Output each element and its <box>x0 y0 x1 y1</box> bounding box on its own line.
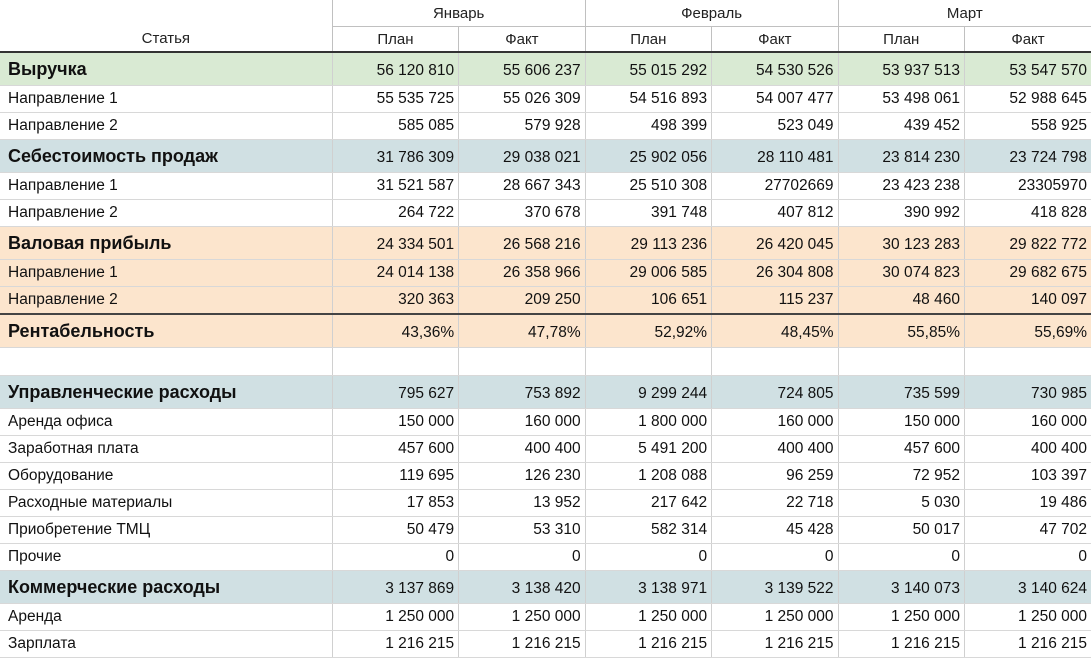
plan-cell[interactable]: 3 138 971 <box>585 571 711 604</box>
table-row <box>0 463 1091 490</box>
fact-cell[interactable]: 3 140 624 <box>964 571 1091 604</box>
plan-cell[interactable]: 217 642 <box>585 490 711 517</box>
fact-cell[interactable]: 26 304 808 <box>712 260 838 287</box>
table-row <box>0 490 1091 517</box>
table-row <box>0 260 1091 287</box>
plan-cell[interactable]: 0 <box>838 544 964 571</box>
fact-cell[interactable]: 160 000 <box>964 409 1091 436</box>
plan-cell[interactable]: 1 250 000 <box>585 604 711 631</box>
fact-cell[interactable]: 407 812 <box>712 200 838 227</box>
plan-cell[interactable]: 119 695 <box>332 463 458 490</box>
fact-cell[interactable]: 48,45% <box>712 314 838 348</box>
fact-cell[interactable]: 53 310 <box>459 517 585 544</box>
blank-row <box>0 348 1091 376</box>
table-row <box>0 200 1091 227</box>
fact-cell[interactable]: 27702669 <box>712 173 838 200</box>
fact-cell[interactable]: 3 138 420 <box>459 571 585 604</box>
row-label[interactable]: Аренда офиса <box>0 409 332 436</box>
fact-cell[interactable]: 3 139 522 <box>712 571 838 604</box>
row-label[interactable]: Заработная плата <box>0 436 332 463</box>
plan-cell[interactable]: 1 216 215 <box>332 631 458 658</box>
plan-cell[interactable]: 1 250 000 <box>838 604 964 631</box>
fact-cell[interactable]: 54 007 477 <box>712 86 838 113</box>
fact-cell[interactable] <box>459 348 585 376</box>
row-label[interactable]: Направление 2 <box>0 113 332 140</box>
plan-cell[interactable]: 1 250 000 <box>332 604 458 631</box>
section-label[interactable]: Себестоимость продаж <box>0 140 332 173</box>
fact-cell[interactable]: 1 250 000 <box>964 604 1091 631</box>
plan-cell[interactable]: 56 120 810 <box>332 52 458 86</box>
fact-cell[interactable]: 160 000 <box>459 409 585 436</box>
plan-cell[interactable]: 585 085 <box>332 113 458 140</box>
fact-cell[interactable]: 0 <box>459 544 585 571</box>
plan-cell[interactable]: 25 902 056 <box>585 140 711 173</box>
plan-cell[interactable]: 17 853 <box>332 490 458 517</box>
plan-cell[interactable]: 0 <box>332 544 458 571</box>
fact-cell[interactable]: 1 216 215 <box>712 631 838 658</box>
fact-cell[interactable]: 1 250 000 <box>459 604 585 631</box>
plan-cell[interactable]: 54 516 893 <box>585 86 711 113</box>
fact-cell[interactable]: 29 682 675 <box>964 260 1091 287</box>
row-label[interactable]: Направление 2 <box>0 287 332 315</box>
plan-cell[interactable] <box>332 348 458 376</box>
plan-cell[interactable]: 72 952 <box>838 463 964 490</box>
plan-header[interactable]: План <box>332 27 458 53</box>
plan-cell[interactable]: 1 800 000 <box>585 409 711 436</box>
fact-cell[interactable]: 13 952 <box>459 490 585 517</box>
fact-cell[interactable]: 55,69% <box>964 314 1091 348</box>
plan-cell[interactable]: 0 <box>585 544 711 571</box>
plan-cell[interactable]: 55,85% <box>838 314 964 348</box>
fact-cell[interactable]: 400 400 <box>459 436 585 463</box>
plan-cell[interactable]: 5 491 200 <box>585 436 711 463</box>
section-row <box>0 376 1091 409</box>
fact-cell[interactable]: 370 678 <box>459 200 585 227</box>
plan-cell[interactable]: 795 627 <box>332 376 458 409</box>
plan-cell[interactable]: 48 460 <box>838 287 964 315</box>
row-label[interactable]: Аренда <box>0 604 332 631</box>
plan-cell[interactable]: 24 014 138 <box>332 260 458 287</box>
table-row <box>0 113 1091 140</box>
plan-cell[interactable]: 53 937 513 <box>838 52 964 86</box>
fact-cell[interactable]: 22 718 <box>712 490 838 517</box>
fact-cell[interactable]: 579 928 <box>459 113 585 140</box>
plan-header[interactable]: План <box>838 27 964 53</box>
plan-cell[interactable] <box>838 348 964 376</box>
plan-cell[interactable]: 31 521 587 <box>332 173 458 200</box>
row-label[interactable]: Приобретение ТМЦ <box>0 517 332 544</box>
plan-cell[interactable]: 29 006 585 <box>585 260 711 287</box>
fact-header[interactable]: Факт <box>459 27 585 53</box>
row-label[interactable]: Расходные материалы <box>0 490 332 517</box>
fact-cell[interactable]: 54 530 526 <box>712 52 838 86</box>
month-header-jan[interactable]: Январь <box>332 0 585 27</box>
plan-cell[interactable]: 29 113 236 <box>585 227 711 260</box>
section-label[interactable]: Управленческие расходы <box>0 376 332 409</box>
fact-cell[interactable]: 418 828 <box>964 200 1091 227</box>
plan-cell[interactable]: 439 452 <box>838 113 964 140</box>
fact-cell[interactable]: 0 <box>964 544 1091 571</box>
table-row <box>0 544 1091 571</box>
plan-cell[interactable]: 150 000 <box>838 409 964 436</box>
plan-cell[interactable]: 50 479 <box>332 517 458 544</box>
fact-cell[interactable]: 160 000 <box>712 409 838 436</box>
plan-cell[interactable]: 106 651 <box>585 287 711 315</box>
row-label[interactable]: Направление 1 <box>0 260 332 287</box>
fact-cell[interactable]: 724 805 <box>712 376 838 409</box>
plan-cell[interactable]: 52,92% <box>585 314 711 348</box>
plan-cell[interactable]: 3 137 869 <box>332 571 458 604</box>
plan-cell[interactable]: 31 786 309 <box>332 140 458 173</box>
fact-cell[interactable]: 29 038 021 <box>459 140 585 173</box>
section-row <box>0 140 1091 173</box>
plan-cell[interactable]: 457 600 <box>838 436 964 463</box>
plan-cell[interactable]: 9 299 244 <box>585 376 711 409</box>
table-row <box>0 409 1091 436</box>
section-row <box>0 314 1091 348</box>
plan-cell[interactable]: 498 399 <box>585 113 711 140</box>
table-row <box>0 86 1091 113</box>
section-label[interactable]: Выручка <box>0 52 332 86</box>
fact-cell[interactable]: 103 397 <box>964 463 1091 490</box>
plan-cell[interactable]: 24 334 501 <box>332 227 458 260</box>
fact-cell[interactable]: 47,78% <box>459 314 585 348</box>
plan-cell[interactable]: 53 498 061 <box>838 86 964 113</box>
row-label[interactable]: Направление 1 <box>0 173 332 200</box>
month-header-mar[interactable]: Март <box>838 0 1091 27</box>
fact-cell[interactable]: 26 568 216 <box>459 227 585 260</box>
row-label[interactable]: Направление 2 <box>0 200 332 227</box>
fact-cell[interactable]: 96 259 <box>712 463 838 490</box>
fact-cell[interactable]: 1 216 215 <box>459 631 585 658</box>
plan-cell[interactable]: 320 363 <box>332 287 458 315</box>
plan-cell[interactable]: 55 015 292 <box>585 52 711 86</box>
plan-cell[interactable]: 1 208 088 <box>585 463 711 490</box>
plan-cell[interactable]: 264 722 <box>332 200 458 227</box>
fact-cell[interactable]: 558 925 <box>964 113 1091 140</box>
fact-cell[interactable]: 730 985 <box>964 376 1091 409</box>
row-label[interactable]: Зарплата <box>0 631 332 658</box>
fact-cell[interactable]: 19 486 <box>964 490 1091 517</box>
fact-cell[interactable]: 753 892 <box>459 376 585 409</box>
plan-cell[interactable]: 5 030 <box>838 490 964 517</box>
plan-cell[interactable]: 150 000 <box>332 409 458 436</box>
plan-cell[interactable]: 23 423 238 <box>838 173 964 200</box>
section-label[interactable]: Валовая прибыль <box>0 227 332 260</box>
plan-header[interactable]: План <box>585 27 711 53</box>
plan-cell[interactable]: 30 123 283 <box>838 227 964 260</box>
fact-cell[interactable]: 140 097 <box>964 287 1091 315</box>
fact-cell[interactable]: 55 026 309 <box>459 86 585 113</box>
fact-cell[interactable]: 523 049 <box>712 113 838 140</box>
fact-cell[interactable]: 400 400 <box>712 436 838 463</box>
table-row <box>0 631 1091 658</box>
section-row <box>0 52 1091 86</box>
fact-cell[interactable]: 400 400 <box>964 436 1091 463</box>
fact-cell[interactable] <box>712 348 838 376</box>
plan-cell[interactable]: 735 599 <box>838 376 964 409</box>
fact-header[interactable]: Факт <box>712 27 838 53</box>
fact-cell[interactable]: 26 358 966 <box>459 260 585 287</box>
table-row <box>0 173 1091 200</box>
fact-cell[interactable]: 26 420 045 <box>712 227 838 260</box>
plan-cell[interactable]: 25 510 308 <box>585 173 711 200</box>
section-row <box>0 571 1091 604</box>
table-row <box>0 517 1091 544</box>
fact-cell[interactable]: 0 <box>712 544 838 571</box>
table-row <box>0 287 1091 315</box>
row-label[interactable]: Оборудование <box>0 463 332 490</box>
section-row <box>0 227 1091 260</box>
row-label[interactable] <box>0 348 332 376</box>
section-label[interactable]: Рентабельность <box>0 314 332 348</box>
fact-cell[interactable]: 28 667 343 <box>459 173 585 200</box>
row-label[interactable]: Прочие <box>0 544 332 571</box>
plan-cell[interactable] <box>585 348 711 376</box>
fact-cell[interactable]: 53 547 570 <box>964 52 1091 86</box>
plan-cell[interactable]: 50 017 <box>838 517 964 544</box>
fact-cell[interactable]: 1 250 000 <box>712 604 838 631</box>
plan-cell[interactable]: 1 216 215 <box>838 631 964 658</box>
fact-cell[interactable]: 29 822 772 <box>964 227 1091 260</box>
plan-cell[interactable]: 457 600 <box>332 436 458 463</box>
fact-cell[interactable]: 45 428 <box>712 517 838 544</box>
fact-cell[interactable]: 209 250 <box>459 287 585 315</box>
fact-cell[interactable]: 23 724 798 <box>964 140 1091 173</box>
plan-cell[interactable]: 1 216 215 <box>585 631 711 658</box>
row-label[interactable]: Направление 1 <box>0 86 332 113</box>
plan-cell[interactable]: 43,36% <box>332 314 458 348</box>
plan-cell[interactable]: 582 314 <box>585 517 711 544</box>
plan-cell[interactable]: 23 814 230 <box>838 140 964 173</box>
fact-cell[interactable]: 47 702 <box>964 517 1091 544</box>
table-row <box>0 436 1091 463</box>
fact-cell[interactable]: 23305970 <box>964 173 1091 200</box>
fact-cell[interactable]: 28 110 481 <box>712 140 838 173</box>
fact-header[interactable]: Факт <box>964 27 1091 53</box>
fact-cell[interactable]: 55 606 237 <box>459 52 585 86</box>
fact-cell[interactable] <box>964 348 1091 376</box>
section-label[interactable]: Коммерческие расходы <box>0 571 332 604</box>
fact-cell[interactable]: 52 988 645 <box>964 86 1091 113</box>
plan-cell[interactable]: 390 992 <box>838 200 964 227</box>
plan-cell[interactable]: 30 074 823 <box>838 260 964 287</box>
table-row <box>0 604 1091 631</box>
article-header-spacer <box>0 0 332 27</box>
plan-cell[interactable]: 55 535 725 <box>332 86 458 113</box>
fact-cell[interactable]: 1 216 215 <box>964 631 1091 658</box>
fact-cell[interactable]: 115 237 <box>712 287 838 315</box>
plan-cell[interactable]: 391 748 <box>585 200 711 227</box>
month-header-feb[interactable]: Февраль <box>585 0 838 27</box>
plan-cell[interactable]: 3 140 073 <box>838 571 964 604</box>
fact-cell[interactable]: 126 230 <box>459 463 585 490</box>
article-header[interactable]: Статья <box>0 27 332 53</box>
